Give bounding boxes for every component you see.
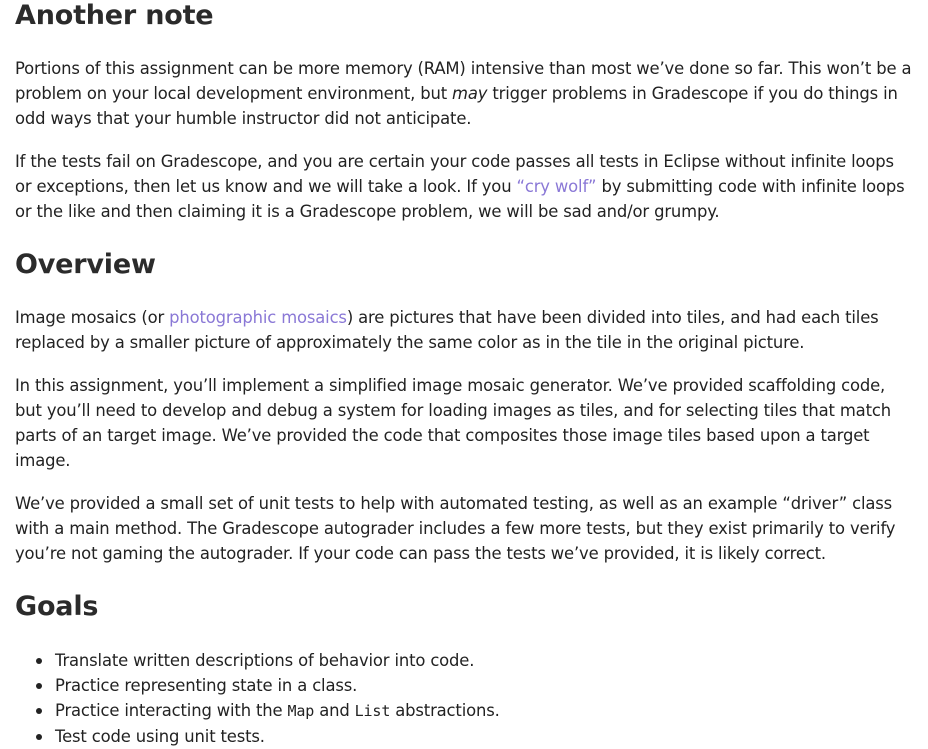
list-item-text: Translate written descriptions of behavior into code. xyxy=(55,651,475,670)
photographic-mosaics-link[interactable]: photographic mosaics xyxy=(169,308,347,327)
paragraph-assignment-description: In this assignment, you’ll implement a simplified image mosaic generator. We’ve provided scaffolding code, but you’ll need to develop and debug a system for loading images as tiles, and for selecting tiles that match parts of an target image. We’ve provided the code that composites those image tiles based upon a target image. xyxy=(15,376,891,470)
list-item-text: abstractions. xyxy=(390,701,500,720)
emphasis-text: may xyxy=(452,84,488,103)
bullet-icon xyxy=(36,734,42,740)
code-map: Map xyxy=(287,702,315,720)
text-span: Portions of this assignment can be more memory (RAM) intensive than most we’ve done so far. This won’t be a problem on your local development environment, but xyxy=(15,59,912,103)
paragraph-image-mosaics xyxy=(15,305,914,355)
bullet-icon xyxy=(36,683,42,689)
cry-wolf-link[interactable]: “cry wolf” xyxy=(516,177,597,196)
section-heading-overview: Overview xyxy=(15,249,156,280)
bullet-icon xyxy=(36,658,42,664)
text-span: trigger problems in Gradescope if you do things in odd ways that your humble instructor did not anticipate. xyxy=(15,84,898,128)
paragraph-unit-tests: We’ve provided a small set of unit tests to help with automated testing, as well as an example “driver” class with a main method. The Gradescope autograder includes a few more tests, but they exist primarily to verify you’re not gaming the autograder. If your code can pass the tests we’ve provided, it is likely correct. xyxy=(15,494,896,563)
list-item xyxy=(55,648,500,673)
paragraph-memory-note xyxy=(15,56,914,131)
text-span: by submitting code with infinite loops or the like and then claiming it is a Gradescope problem, we will be sad and/or grumpy. xyxy=(15,177,905,221)
list-item xyxy=(55,698,500,724)
goals-list xyxy=(15,648,500,749)
list-item-text: Test code using unit tests. xyxy=(55,727,265,746)
list-item xyxy=(55,673,500,698)
list-item-text: and xyxy=(314,701,355,720)
section-heading-another-note: Another note xyxy=(15,0,214,31)
text-span: Image mosaics (or xyxy=(15,308,170,327)
list-item xyxy=(55,724,500,749)
bullet-icon xyxy=(36,708,42,714)
list-item-text: Practice representing state in a class. xyxy=(55,676,358,695)
section-heading-goals: Goals xyxy=(15,591,99,622)
paragraph-gradescope-failure xyxy=(15,149,914,224)
text-span: If the tests fail on Gradescope, and you are certain your code passes all tests in Eclipse without infinite loops or exceptions, then let us know and we will take a look. If you xyxy=(15,152,894,196)
text-span: ) are pictures that have been divided into tiles, and had each tiles replaced by a smaller picture of approximately the same color as in the tile in the original picture. xyxy=(15,308,879,352)
code-list: List xyxy=(354,702,391,720)
list-item-text: Practice interacting with the xyxy=(55,701,288,720)
